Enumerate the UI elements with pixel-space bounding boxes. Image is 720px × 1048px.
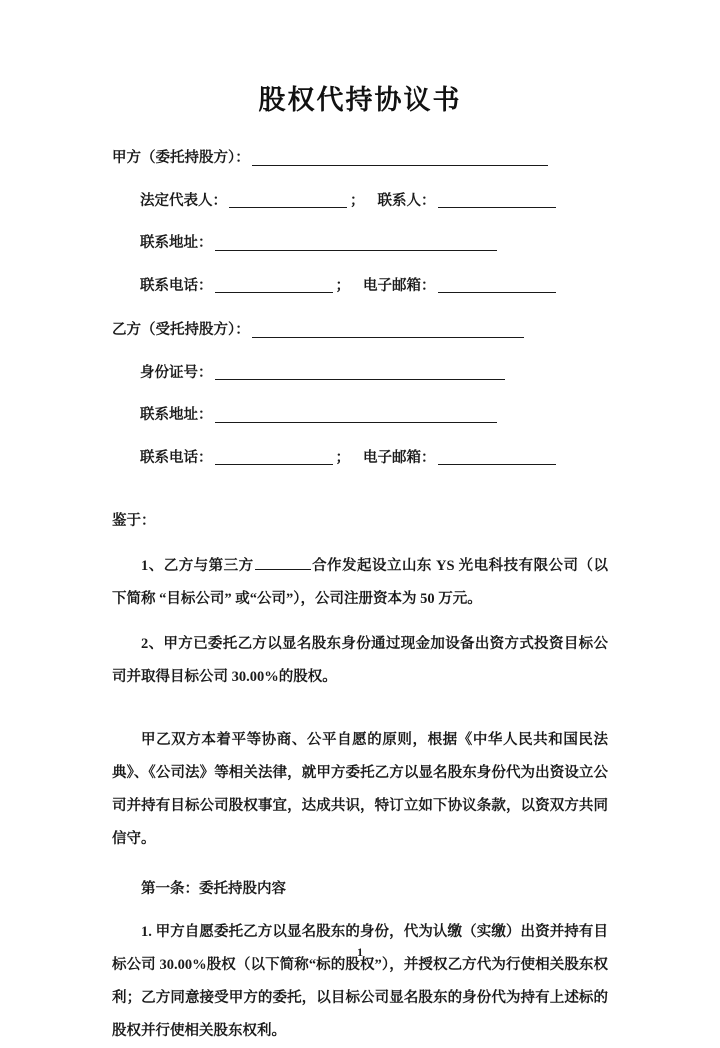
- whereas-spacer-2: [112, 616, 608, 628]
- whereas-item-2: 2、甲方已委托乙方以显名股东身份通过现金加设备出资方式投资目标公司并取得目标公司 30.00%的股权。: [112, 636, 608, 685]
- party-b-heading-label: 乙方（受托持股方）：: [112, 322, 250, 338]
- page-title: 股权代持协议书: [258, 85, 462, 115]
- whereas-item-1-prefix: 1、乙方与第三方: [141, 558, 254, 574]
- party-b-name-blank[interactable]: [252, 324, 524, 338]
- party-a-email-label: 电子邮箱：: [363, 277, 436, 294]
- party-b-address-label: 联系地址：: [140, 407, 213, 423]
- party-a-address-label: 联系地址：: [140, 235, 213, 251]
- party-a-phone-row: [112, 279, 608, 294]
- article-1-item-1: 1. 甲方自愿委托乙方以显名股东的身份，代为认缴（实缴）出资并持有目标公司 30.00%股权（以下简称“标的股权”），并授权乙方代为行使相关股东权利；乙方同意接受甲方的委托，以目标公司显名股东的身份代为持有上述标的股权并行使相关股东权利。: [112, 924, 608, 1039]
- whereas-item-1: [112, 550, 608, 616]
- party-b-address-row: [112, 408, 608, 423]
- whereas-heading: 鉴于：: [112, 513, 156, 529]
- document-body: [0, 151, 720, 1048]
- party-a-row-separator: ；: [350, 192, 365, 209]
- party-b-phone-label: 联系电话：: [140, 449, 213, 466]
- party-b-id-number-blank[interactable]: [215, 366, 505, 380]
- party-a-legal-rep-row: [112, 194, 608, 209]
- party-a-legal-rep-blank[interactable]: [229, 194, 347, 208]
- recital-spacer: [112, 694, 608, 724]
- party-a-phone-blank[interactable]: [215, 279, 333, 293]
- whereas-third-party-blank[interactable]: [255, 556, 311, 570]
- party-a-phone-separator: ；: [335, 277, 350, 294]
- party-a-address-row: [112, 236, 608, 251]
- article-1-heading: 第一条：委托持股内容: [141, 881, 286, 897]
- party-b-email-label: 电子邮箱：: [363, 449, 436, 466]
- party-b-phone-blank[interactable]: [215, 451, 333, 465]
- party-b-id-row: [112, 366, 608, 381]
- party-a-legal-rep-label: 法定代表人：: [140, 192, 227, 209]
- party-a-heading-label: 甲方（委托持股方）：: [112, 150, 250, 166]
- party-a-email-blank[interactable]: [438, 279, 556, 293]
- party-a-heading-row: [112, 151, 608, 166]
- party-b-phone-separator: ；: [335, 449, 350, 466]
- party-b-phone-row: [112, 451, 608, 466]
- article-1-spacer: [112, 856, 608, 874]
- whereas-spacer-1: [112, 538, 608, 550]
- article-1-body-spacer: [112, 904, 608, 916]
- party-a-name-blank[interactable]: [252, 152, 548, 166]
- whereas-gap: [112, 465, 608, 505]
- party-b-heading-row: [112, 323, 608, 338]
- party-a-contact-person-blank[interactable]: [438, 194, 556, 208]
- page-number: 1: [357, 945, 363, 959]
- whereas-item-1-suffix: 合作发起设立山东 YS 光电科技有限公司（以下简称 “目标公司” 或“公司”），公司注册资本为 50 万元。: [112, 558, 608, 607]
- party-a-contact-person-label: 联系人：: [377, 192, 436, 209]
- party-a-address-blank[interactable]: [215, 237, 497, 251]
- party-b-email-blank[interactable]: [438, 451, 556, 465]
- party-a-phone-label: 联系电话：: [140, 277, 213, 294]
- party-b-address-blank[interactable]: [215, 409, 497, 423]
- recital-paragraph: 甲乙双方本着平等协商、公平自愿的原则，根据《中华人民共和国民法典》、《公司法》等相关法律，就甲方委托乙方以显名股东身份代为出资设立公司并持有目标公司股权事宜，达成共识，特订立如下协议条款，以资双方共同信守。: [112, 732, 608, 847]
- party-b-id-number-label: 身份证号：: [140, 364, 213, 381]
